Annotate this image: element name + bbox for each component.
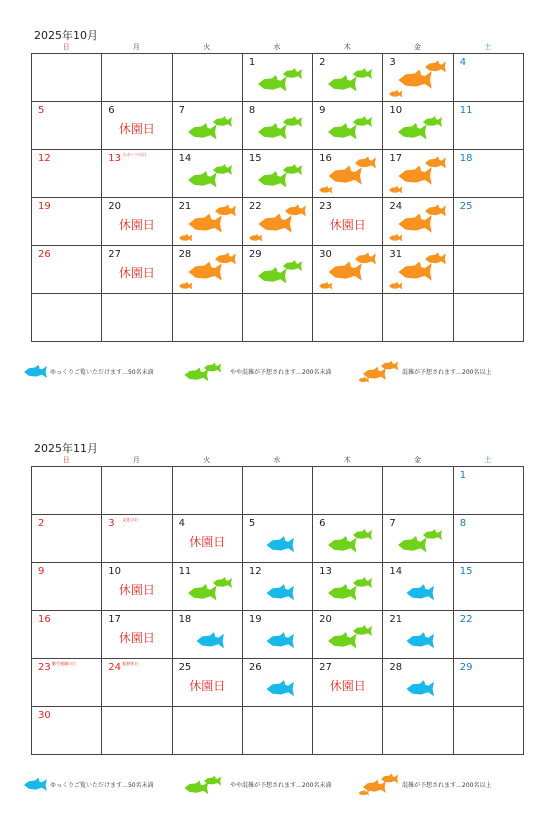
day-number: 10 [108,566,122,577]
closed-label: 休園日 [189,535,226,549]
day-cell [173,198,243,246]
day-cell [243,294,313,342]
day-cell [454,54,524,102]
day-cell [32,707,102,755]
day-cell [454,150,524,198]
day-number: 22 [459,614,473,625]
day-number: 1 [248,57,256,68]
day-cell [32,150,102,198]
day-cell [102,246,172,294]
day-cell [243,611,313,659]
weekday-label: 水 [273,43,281,51]
legend-high-text: 混雑が予想されます…200名以上 [402,369,492,376]
day-cell [454,515,524,563]
day-cell [102,467,172,515]
day-cell [32,246,102,294]
day-cell [383,294,453,342]
day-cell [243,54,313,102]
legend-low-text: ゆっくりご覧いただけます…50名未満 [50,782,154,789]
day-number: 24 [389,201,403,212]
day-cell [313,515,383,563]
day-number: 14 [389,566,403,577]
day-number: 18 [459,153,473,164]
month-title: 2025年10月 [34,29,98,42]
holiday-name: 文化の日 [122,517,139,522]
day-number: 27 [108,249,122,260]
day-cell [173,294,243,342]
day-cell [32,563,102,611]
day-cell [32,659,102,707]
day-number: 11 [459,105,473,116]
weekday-label: 火 [203,456,211,464]
day-cell [32,467,102,515]
day-number: 17 [108,614,122,625]
closed-label: 休園日 [118,218,155,232]
day-number: 10 [389,105,403,116]
day-number: 6 [319,518,326,529]
legend-mid-text: やや混雑が予想されます…200名未満 [230,782,332,789]
day-cell [173,102,243,150]
weekday-label: 月 [132,43,140,51]
day-cell [32,294,102,342]
weekday-label: 土 [484,43,492,51]
day-cell [454,246,524,294]
day-number: 29 [459,662,473,673]
day-number: 2 [319,57,326,68]
day-number: 2 [38,518,45,529]
day-cell [243,198,313,246]
day-cell [173,467,243,515]
day-cell [173,563,243,611]
weekday-label: 金 [414,456,422,464]
day-cell [383,563,453,611]
day-cell [102,150,172,198]
day-cell [243,515,313,563]
day-cell [313,467,383,515]
day-cell [243,467,313,515]
day-cell [313,563,383,611]
day-number: 24 [108,662,122,673]
day-cell [313,54,383,102]
day-cell [102,294,172,342]
closed-label: 休園日 [329,679,366,693]
day-cell [383,707,453,755]
day-cell [32,611,102,659]
day-cell [32,102,102,150]
day-cell [454,563,524,611]
day-number: 28 [389,662,403,673]
day-cell [313,611,383,659]
day-cell [32,54,102,102]
legend-low-text: ゆっくりご覧いただけます…50名未満 [50,369,154,376]
day-number: 7 [389,518,396,529]
closed-label: 休園日 [329,218,366,232]
day-number: 5 [248,518,256,529]
day-number: 23 [319,201,332,212]
day-number: 26 [38,249,51,260]
weekday-label: 木 [343,43,351,51]
day-cell [102,611,172,659]
day-cell [454,611,524,659]
day-number: 9 [38,566,45,577]
day-number: 25 [459,201,473,212]
day-cell [454,467,524,515]
day-cell [313,102,383,150]
day-cell [173,54,243,102]
day-cell [243,563,313,611]
day-cell [383,198,453,246]
day-cell [173,150,243,198]
day-number: 6 [108,105,115,116]
day-number: 7 [178,105,185,116]
day-cell [454,198,524,246]
day-cell [313,246,383,294]
day-cell [454,294,524,342]
day-number: 20 [108,201,122,212]
day-number: 5 [38,105,45,116]
day-number: 11 [178,566,192,577]
day-cell [102,707,172,755]
day-cell [102,659,172,707]
legend-high [357,360,512,384]
legend-mid [180,773,350,797]
legend [22,360,512,384]
day-number: 9 [319,105,326,116]
month-title: 2025年11月 [34,442,98,455]
holiday-name: スポーツの日 [122,152,147,157]
day-number: 27 [319,662,332,673]
legend-low [22,773,172,797]
day-cell [102,515,172,563]
day-cell [173,515,243,563]
day-cell [173,611,243,659]
day-cell [173,246,243,294]
day-number: 20 [319,614,332,625]
day-cell [243,102,313,150]
day-cell [383,54,453,102]
legend-mid-text: やや混雑が予想されます…200名未満 [230,369,332,376]
weekday-label: 火 [203,43,211,51]
day-number: 13 [319,566,332,577]
weekday-header [31,454,523,466]
day-number: 19 [248,614,262,625]
day-cell [454,659,524,707]
day-cell [173,707,243,755]
day-cell [313,659,383,707]
legend-high-text: 混雑が予想されます…200名以上 [402,782,492,789]
day-number: 12 [38,153,51,164]
day-number: 30 [319,249,332,260]
day-cell [383,659,453,707]
weekday-label: 月 [132,456,140,464]
day-number: 16 [38,614,51,625]
day-number: 28 [178,249,192,260]
weekday-header [31,41,523,53]
holiday-name: 振替休日 [122,661,139,666]
day-number: 1 [459,470,467,481]
day-cell [313,150,383,198]
day-cell [454,102,524,150]
day-number: 3 [108,518,115,529]
day-number: 26 [248,662,262,673]
month-october [31,0,523,350]
day-number: 15 [248,153,262,164]
day-cell [173,659,243,707]
day-number: 12 [248,566,262,577]
day-number: 15 [459,566,473,577]
weekday-label: 日 [62,43,70,51]
closed-label: 休園日 [118,122,155,136]
day-cell [32,198,102,246]
day-number: 16 [319,153,332,164]
day-number: 18 [178,614,192,625]
day-number: 17 [389,153,403,164]
day-number: 4 [178,518,185,529]
day-cell [243,150,313,198]
day-number: 22 [248,201,262,212]
day-number: 31 [389,249,403,260]
day-cell [383,102,453,150]
closed-label: 休園日 [189,679,226,693]
weekday-label: 金 [414,43,422,51]
day-cell [243,707,313,755]
day-cell [383,246,453,294]
day-number: 21 [389,614,403,625]
day-cell [102,563,172,611]
day-number: 13 [108,153,122,164]
weekday-label: 日 [62,456,70,464]
day-cell [243,246,313,294]
day-number: 4 [459,57,467,68]
closed-label: 休園日 [118,266,155,280]
day-number: 3 [389,57,396,68]
day-number: 8 [459,518,467,529]
day-number: 8 [248,105,256,116]
day-cell [313,707,383,755]
month-november [31,413,523,763]
day-cell [102,198,172,246]
day-cell [313,294,383,342]
legend-low [22,360,172,384]
day-number: 21 [178,201,192,212]
day-cell [383,515,453,563]
day-cell [102,102,172,150]
day-cell [454,707,524,755]
day-number: 29 [248,249,262,260]
day-cell [102,54,172,102]
day-number: 19 [38,201,51,212]
legend-high [357,773,512,797]
day-cell [383,611,453,659]
day-number: 23 [38,662,51,673]
day-number: 30 [38,710,51,721]
closed-label: 休園日 [118,583,155,597]
day-cell [313,198,383,246]
legend [22,773,512,797]
weekday-label: 水 [273,456,281,464]
day-cell [243,659,313,707]
day-number: 14 [178,153,192,164]
calendar-grid [31,53,524,342]
calendar-grid [31,466,524,755]
weekday-label: 土 [484,456,492,464]
legend-mid [180,360,350,384]
closed-label: 休園日 [118,631,155,645]
day-cell [383,467,453,515]
day-number: 25 [178,662,192,673]
day-cell [32,515,102,563]
day-cell [383,150,453,198]
weekday-label: 木 [343,456,351,464]
holiday-name: 勤労感謝の日 [52,661,76,666]
